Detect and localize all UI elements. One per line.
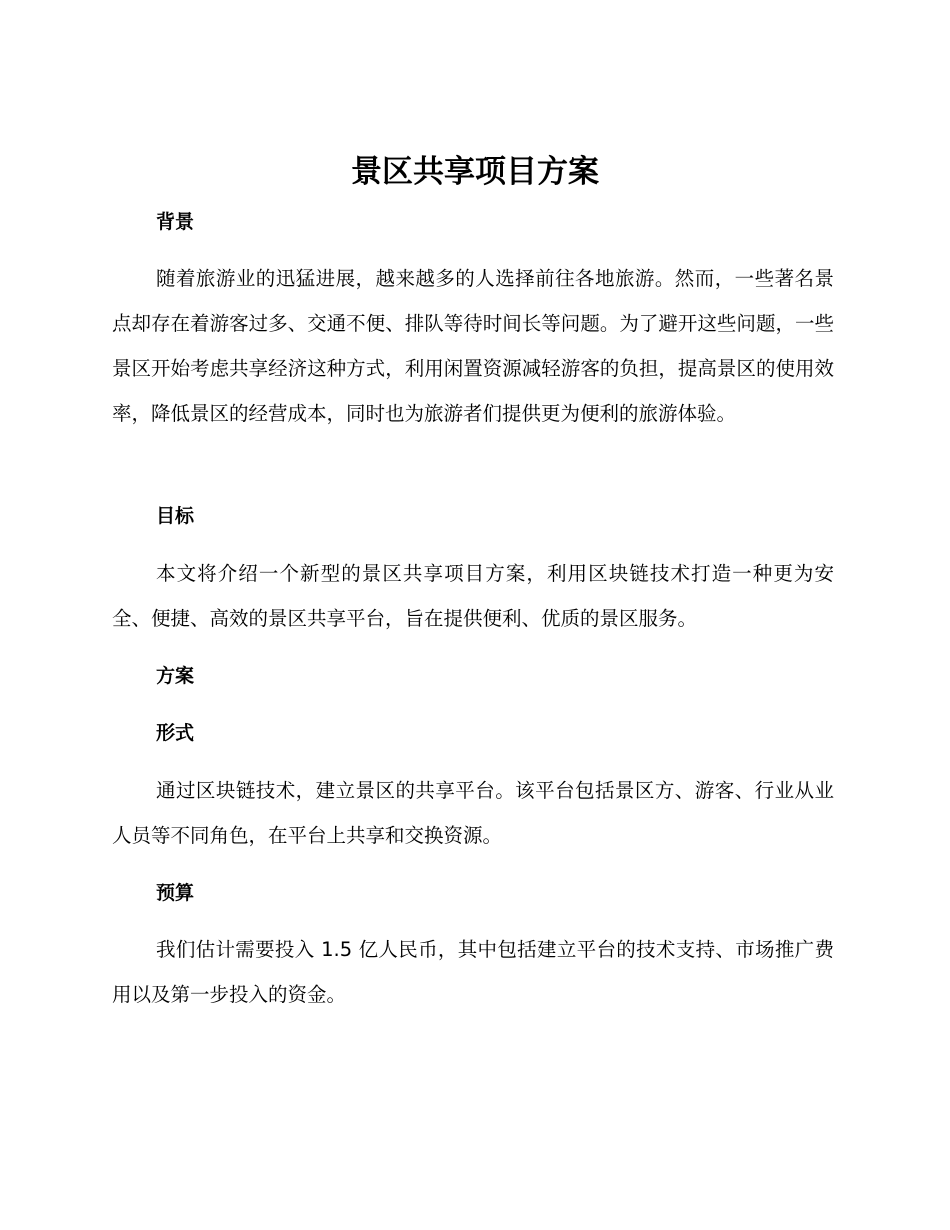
- section-heading-goal: 目标: [156, 505, 195, 527]
- form-paragraph: 通过区块链技术，建立景区的共享平台。该平台包括景区方、游客、行业从业人员等不同角色，在平台上共享和交换资源。: [112, 779, 834, 847]
- budget-paragraph: 我们估计需要投入 1.5 亿人民币，其中包括建立平台的技术支持、市场推广费用以及第一步投入的资金。: [112, 938, 834, 1006]
- document-title: 景区共享项目方案: [351, 154, 599, 190]
- section-heading-background: 背景: [156, 211, 195, 233]
- section-heading-form: 形式: [156, 722, 195, 744]
- section-heading-budget: 预算: [156, 882, 195, 904]
- section-heading-plan: 方案: [156, 665, 195, 687]
- background-paragraph: 随着旅游业的迅猛进展，越来越多的人选择前往各地旅游。然而，一些著名景点却存在着游客过多、交通不便、排队等待时间长等问题。为了避开这些问题，一些景区开始考虑共享经济这种方式，利用闲置资源减轻游客的负担，提高景区的使用效率，降低景区的经营成本，同时也为旅游者们提供更为便利的旅游体验。: [112, 267, 834, 425]
- goal-paragraph: 本文将介绍一个新型的景区共享项目方案，利用区块链技术打造一种更为安全、便捷、高效的景区共享平台，旨在提供便利、优质的景区服务。: [112, 562, 834, 630]
